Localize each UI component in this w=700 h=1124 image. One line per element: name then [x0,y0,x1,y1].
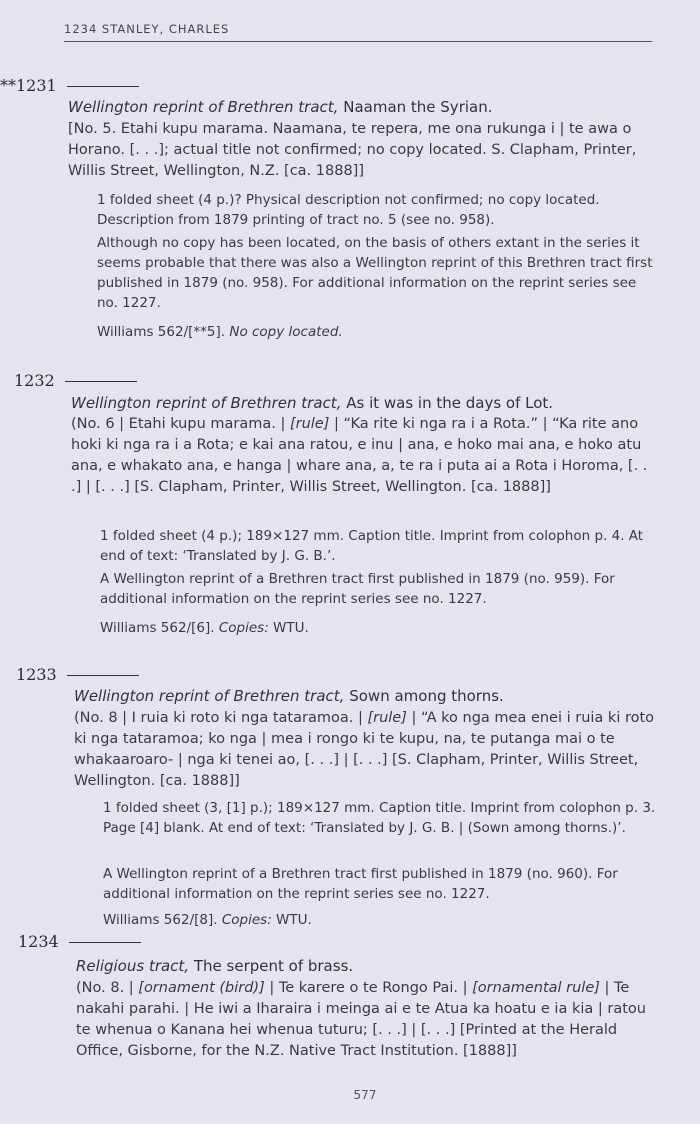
entry-title: Religious tract, The serpent of brass. [76,957,354,975]
entry-dash [67,86,139,87]
entry-dash [67,675,139,676]
entry-title: Wellington reprint of Brethren tract, Naaman the Syrian. [68,98,493,116]
entry-williams: Williams 562/[6]. Copies: WTU. [100,620,309,636]
entry-transcription: (No. 8 | I ruia ki roto ki nga tataramoa. | [rule] | “A ko nga mea enei i ruia ki roto ki nga tataramoa; ko nga | mea i rongo ki te kupu, na, te putanga mai o te whakaaroaro- | nga ki tenei ao, [. . .] | [. . .] [S. Clapham, Printer, Willis Street, Wellington. [ca. 1888]] [74,710,655,789]
entry-notes: Although no copy has been located, on the basis of others extant in the series it seems probable that there was also a Wellington reprint of this Brethren tract first published in 1879 (no. 958). For additional information on the reprint series see no. 1227. [97,235,653,311]
entry-notes: A Wellington reprint of a Brethren tract first published in 1879 (no. 959). For additional information on the reprint series see no. 1227. [100,571,615,607]
entry-number: **1231 [0,76,139,95]
entry-transcription: (No. 8. | [ornament (bird)] | Te karere o te Rongo Pai. | [ornamental rule] | Te nakahi parahi. | He iwi a Iharaira i meinga ai e te Atua ka hoatu e ia kia | ratou te whenua o Kanana hei whenua tuturu; [. . .] | [. . .] [Printed at the Herald Office, Gisborne, for the N.Z. Native Tract Institution. [1888]] [76,980,646,1059]
entry-number: 1234 [18,932,141,951]
running-head: 1234 STANLEY, CHARLES [64,22,652,42]
entry-williams: Williams 562/[8]. Copies: WTU. [103,912,312,928]
entry-number: 1233 [16,665,139,684]
entry-title: Wellington reprint of Brethren tract, Sown among thorns. [74,687,504,705]
entry-transcription: (No. 6 | Etahi kupu marama. | [rule] | “Ka rite ki nga ra i a Rota.” | “Ka rite ano hoki ki nga ra i a Rota; e kai ana ratou, e inu | ana, e hoko mai ana, e hoko atu ana, e whakato ana, e hanga | whare ana, a, te ra i puta ai a Rota i Horoma, [. . .] | [. . .] [S. Clapham, Printer, Willis Street, Wellington. [ca. 1888]] [71,416,648,495]
entry-williams: Williams 562/[**5]. No copy located. [97,324,343,340]
entry-title: Wellington reprint of Brethren tract, As it was in the days of Lot. [71,394,554,412]
entry-notes: A Wellington reprint of a Brethren tract first published in 1879 (no. 960). For additional information on the reprint series see no. 1227. [103,866,618,902]
entry-dash [65,381,137,382]
entry-number: 1232 [14,371,137,390]
entry-physical-description: 1 folded sheet (3, [1] p.); 189×127 mm. Caption title. Imprint from colophon p. 3. Page [4] blank. At end of text: ‘Translated by J. G. B. | (Sown among thorns.)’. [103,800,656,836]
entry-dash [69,942,141,943]
entry-transcription: [No. 5. Etahi kupu marama. Naamana, te repera, me ona rukunga i | te awa o Horano. [. . .]; actual title not confirmed; no copy located. S. Clapham, Printer, Willis Street, Wellington, N.Z. [ca. 1888]] [68,121,637,179]
page-number: 577 [353,1088,377,1102]
entry-physical-description: 1 folded sheet (4 p.); 189×127 mm. Caption title. Imprint from colophon p. 4. At end of text: ‘Translated by J. G. B.’. [100,528,644,564]
entry-physical-description: 1 folded sheet (4 p.)? Physical description not confirmed; no copy located. Description from 1879 printing of tract no. 5 (see no. 958). [97,192,600,228]
